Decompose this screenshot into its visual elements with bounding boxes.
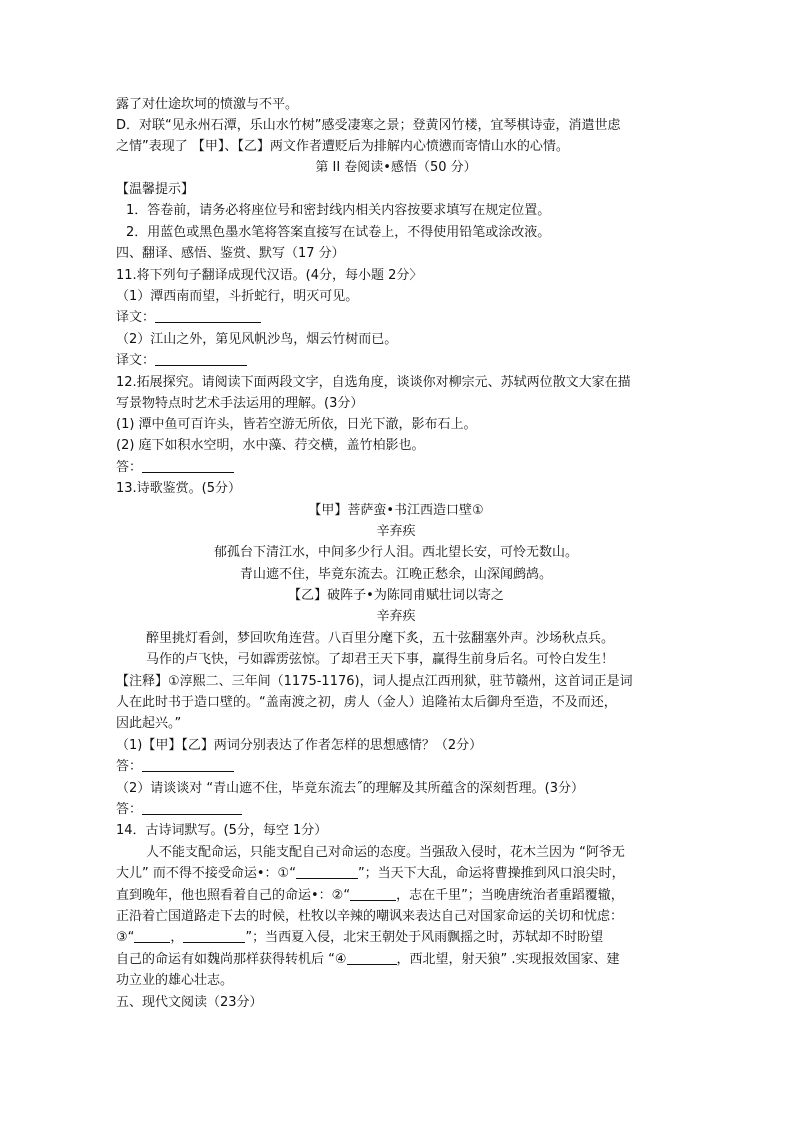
answer-blank[interactable] (142, 458, 234, 473)
annotation-line-1: 【注释】①淳熙二、三年间（1175-1176)，词人提点江西刑狱，驻节赣州，这首词正是词 (116, 674, 633, 689)
q14-line-7: 功立业的雄心壮志。 (116, 973, 234, 988)
q13-answer-line-2 (116, 800, 242, 820)
q14-line-5: ③“ ， ”；当西夏入侵，北宋王朝处于风雨飘摇之时，苏轼却不时盼望 (116, 930, 604, 945)
question-12-line-2: 写景物特点时艺术手法运用的理解。(3分） (116, 396, 364, 411)
tip-1: 1．答卷前，请务必将座位号和密封线内相关内容按要求填写在规定位置。 (126, 203, 551, 218)
q13-answer-line-1 (116, 757, 234, 777)
poem-b-author: 辛弃疾 (376, 609, 416, 624)
answer-blank[interactable] (155, 351, 247, 366)
q11-answer-line-1 (116, 308, 261, 328)
q11-answer-line-2 (116, 351, 247, 371)
answer-label: 译文： (116, 310, 156, 325)
text-line: 露了对仕途坎坷的愤激与不平。 (116, 97, 299, 112)
part-four-heading: 四、翻译、感悟、鉴赏、默写（17 分） (116, 246, 345, 261)
option-d-line-2: 之情”表现了 【甲】、【乙】两文作者遭贬后为排解内心愤懑而寄情山水的心情。 (116, 139, 569, 154)
fill-blank-2[interactable] (350, 886, 396, 901)
poem-b-line-1: 醉里挑灯看剑，梦回吹角连营。八百里分麾下炙，五十弦翻塞外声。沙场秋点兵。 (146, 631, 615, 646)
answer-label: 译文： (116, 353, 156, 368)
option-d-line-1: D．对联“见永州石潭，乐山水竹树”感受凄寒之景；登黄冈竹楼，宜琴棋诗壶，消遣世虑 (116, 118, 621, 133)
question-11: 11.将下列句子翻译成现代汉语。(4分，每小题 2分〉 (116, 268, 423, 283)
fill-blank-4[interactable] (347, 950, 397, 965)
answer-label: 答： (116, 802, 143, 817)
q14-line-3: 直到晚年，他也照看着自己的命运•：②“ ，志在千里”；当晚唐统治者重蹈覆辙， (116, 888, 624, 903)
answer-blank[interactable] (155, 308, 261, 323)
poem-a-author: 辛弃疾 (376, 524, 416, 539)
question-14: 14．古诗词默写。(5分，每空 1分） (116, 823, 328, 838)
q14-line-6: 自己的命运有如魏尚那样获得转机后 “④ ，西北望，射天狼” .实现报效国家、建 (116, 952, 620, 967)
poem-a-line-1: 郁孤台下清江水，中间多少行人泪。西北望长安，可怜无数山。 (213, 545, 578, 560)
q11-sentence-2: （2）江山之外，第见风帆沙鸟，烟云竹树而已。 (116, 332, 398, 347)
tips-heading: 【温馨提示】 (116, 182, 195, 197)
question-13: 13.诗歌鉴赏。(5分） (116, 481, 242, 496)
q14-line-4: 正沿着亡国道路走下去的时候，杜牧以辛辣的嘲讽来表达自己对国家命运的关切和忧虑： (116, 909, 624, 924)
question-12-line-1: 12.拓展探究。请阅读下面两段文字，自选角度，谈谈你对柳宗元、苏轼两位散文大家在描 (116, 375, 631, 390)
poem-b-title: 【乙】破阵子•为陈同甫赋壮词以寄之 (288, 588, 504, 603)
poem-a-title: 【甲】菩萨蛮•书江西造口壁① (308, 503, 484, 518)
fill-blank-3b[interactable] (183, 928, 245, 943)
fill-blank-1[interactable] (296, 864, 358, 879)
q12-answer-line (116, 458, 234, 478)
q14-line-1: 人不能支配命运，只能支配自己对命运的态度。当强敌入侵时，花木兰因为 “阿爷无 (146, 845, 625, 860)
q11-sentence-1: （1）潭西南而望，斗折蛇行，明灭可见。 (116, 289, 359, 304)
q14-line-2: 大儿” 而不得不接受命运•：①“ ”；当天下大乱，命运将曹操推到风口浪尖时， (116, 866, 625, 881)
answer-label: 答： (116, 759, 143, 774)
tip-2: 2．用蓝色或黑色墨水笔将答案直接写在试卷上，不得使用铅笔或涂改液。 (126, 225, 551, 240)
answer-blank[interactable] (142, 800, 242, 815)
poem-b-line-2: 马作的卢飞快，弓如霹雳弦惊。了却君王天下事，赢得生前身后名。可怜白发生！ (146, 652, 615, 667)
q13-sub-1: （1)【甲】【乙】两词分别表达了作者怎样的思想感情？（2分） (116, 738, 483, 753)
answer-label: 答： (116, 460, 143, 475)
part-five-heading: 五、现代文阅读（23分） (116, 995, 263, 1010)
annotation-line-2: 人在此时书于造口壁的。“盖南渡之初，虏人（金人）追隆祐太后御舟至造，不及而还， (116, 695, 617, 710)
poem-a-line-2: 青山遮不住，毕竟东流去。江晚正愁余，山深闻鹧鸪。 (239, 567, 552, 582)
section-title: 第 II 卷阅读•感悟（50 分） (315, 160, 477, 175)
q12-passage-1: (1) 潭中鱼可百许头，皆若空游无所依，日光下澈，影布石上。 (116, 417, 477, 432)
q12-passage-2: (2) 庭下如积水空明，水中藻、荇交横，盖竹柏影也。 (116, 438, 425, 453)
fill-blank-3a[interactable] (134, 928, 170, 943)
q13-sub-2: （2）请谈谈对 “青山遮不住，毕竟东流去˝的理解及其所蕴含的深刻哲理。(3分） (116, 781, 584, 796)
answer-blank[interactable] (142, 757, 234, 772)
annotation-line-3: 因此起兴。” (116, 716, 182, 731)
